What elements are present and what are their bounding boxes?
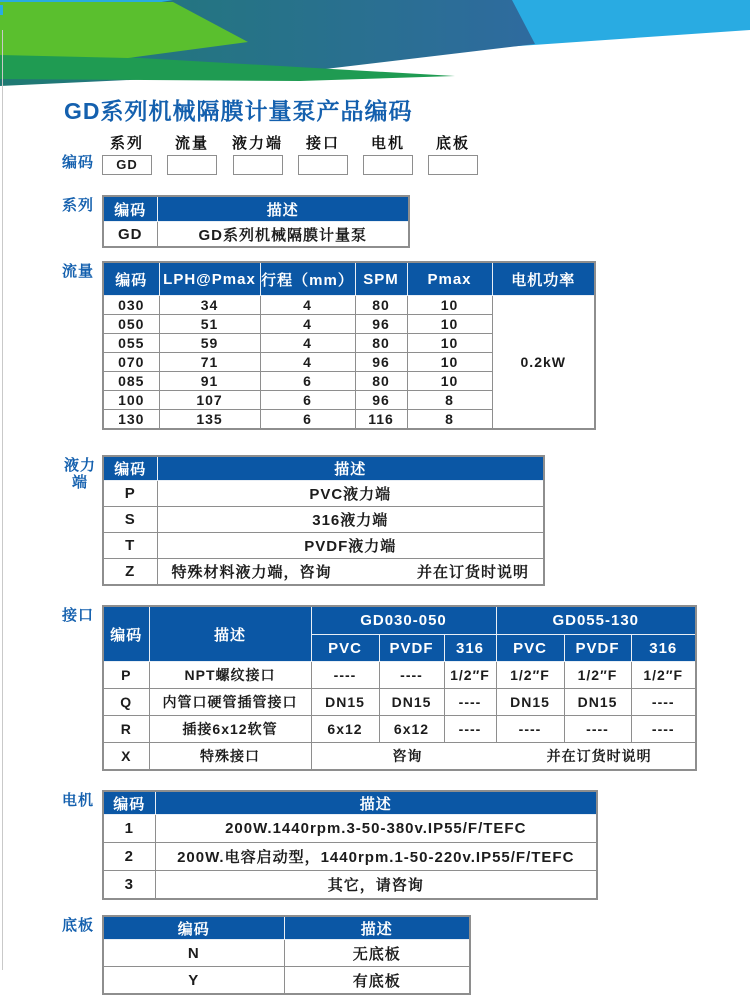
stroke-cell: 4 <box>260 315 355 334</box>
desc-cell: 其它，请咨询 <box>155 871 597 900</box>
section-label-liquid-end: 液力端 <box>63 457 96 491</box>
coding-field-label: 电机 <box>371 135 406 152</box>
special-note-right: 并在订货时说明 <box>546 748 652 764</box>
table-row <box>103 481 544 507</box>
coding-field-box: GD <box>102 155 152 175</box>
subheader-cell: PVDF <box>564 635 631 662</box>
coding-field-label: 底板 <box>436 135 471 152</box>
stroke-cell: 4 <box>260 353 355 372</box>
section-series <box>0 195 750 248</box>
code-cell: R <box>103 716 149 743</box>
table-header-row <box>103 916 470 940</box>
motor-power-cell: 0.2kW <box>492 296 595 430</box>
lph-cell: 51 <box>159 315 260 334</box>
section-label-base-plate: 底板 <box>62 917 95 934</box>
header-cell: 电机功率 <box>492 262 595 296</box>
value-cell: ---- <box>496 716 564 743</box>
code-cell: GD <box>103 222 157 248</box>
pmax-cell: 10 <box>407 334 492 353</box>
value-cell: 1/2″F <box>496 662 564 689</box>
desc-cell: PVDF液力端 <box>157 533 544 559</box>
header-cell: 描述 <box>157 196 409 222</box>
desc-cell: 200W.电容启动型，1440rpm.1-50-220v.IP55/F/TEFC <box>155 843 597 871</box>
coding-field-motor <box>363 132 413 175</box>
table-row <box>103 743 696 771</box>
pmax-cell: 10 <box>407 315 492 334</box>
lph-cell: 107 <box>159 391 260 410</box>
header-group-cell: GD030-050 <box>311 606 496 635</box>
code-cell: P <box>103 481 157 507</box>
value-cell: 1/2″F <box>631 662 696 689</box>
coding-field-label: 接口 <box>306 135 341 152</box>
section-label-motor: 电机 <box>62 792 95 809</box>
code-cell: Y <box>103 967 284 995</box>
header-cell: 编码 <box>103 916 284 940</box>
section-interface <box>0 605 750 771</box>
table-header-row <box>103 606 696 635</box>
value-cell: 1/2″F <box>564 662 631 689</box>
flow-table <box>102 261 596 430</box>
table-row <box>103 507 544 533</box>
interface-table <box>102 605 697 771</box>
section-base-plate <box>0 915 750 995</box>
section-label-interface: 接口 <box>62 607 95 624</box>
table-row <box>103 533 544 559</box>
stroke-cell: 6 <box>260 410 355 430</box>
liquid-end-table <box>102 455 545 586</box>
code-cell: 085 <box>103 372 159 391</box>
subheader-cell: PVDF <box>379 635 444 662</box>
value-cell: 6x12 <box>379 716 444 743</box>
header-cell: 描述 <box>149 606 311 662</box>
code-cell: N <box>103 940 284 967</box>
section-liquid-end <box>0 455 750 586</box>
header-cell: Pmax <box>407 262 492 296</box>
desc-cell: 200W.1440rpm.3-50-380v.IP55/F/TEFC <box>155 815 597 843</box>
special-desc-left: 特殊材料液力端，咨询 <box>171 564 332 581</box>
coding-scheme <box>62 132 750 175</box>
value-cell: 6x12 <box>311 716 379 743</box>
page-edge-accent <box>0 5 3 15</box>
subheader-cell: PVC <box>311 635 379 662</box>
table-row <box>103 871 597 900</box>
special-note-left: 咨询 <box>392 748 423 764</box>
subheader-cell: 316 <box>444 635 496 662</box>
desc-cell: GD系列机械隔膜计量泵 <box>157 222 409 248</box>
desc-cell: 316液力端 <box>157 507 544 533</box>
lph-cell: 135 <box>159 410 260 430</box>
section-motor <box>0 790 750 900</box>
series-table <box>102 195 410 248</box>
value-cell: ---- <box>379 662 444 689</box>
stroke-cell: 6 <box>260 391 355 410</box>
code-cell: 3 <box>103 871 155 900</box>
code-cell: T <box>103 533 157 559</box>
spm-cell: 80 <box>355 334 407 353</box>
subheader-cell: 316 <box>631 635 696 662</box>
coding-field-liquid-end <box>232 132 283 175</box>
lph-cell: 91 <box>159 372 260 391</box>
special-desc-right: 并在订货时说明 <box>416 564 529 581</box>
pmax-cell: 8 <box>407 410 492 430</box>
table-header-row <box>103 791 597 815</box>
section-flow <box>0 261 750 430</box>
value-cell: ---- <box>564 716 631 743</box>
coding-field-flow <box>167 132 217 175</box>
header-cell: SPM <box>355 262 407 296</box>
spm-cell: 80 <box>355 296 407 315</box>
coding-field-box <box>363 155 413 175</box>
coding-field-series <box>102 132 152 175</box>
code-cell: 130 <box>103 410 159 430</box>
table-row <box>103 662 696 689</box>
desc-cell <box>157 559 544 586</box>
header-cell: 编码 <box>103 791 155 815</box>
value-cell: ---- <box>311 662 379 689</box>
table-row <box>103 689 696 716</box>
table-header-row <box>103 262 595 296</box>
table-row <box>103 843 597 871</box>
coding-field-box <box>167 155 217 175</box>
pmax-cell: 10 <box>407 353 492 372</box>
table-row <box>103 815 597 843</box>
desc-cell: 特殊接口 <box>149 743 311 771</box>
spm-cell: 80 <box>355 372 407 391</box>
table-row <box>103 967 470 995</box>
special-note-cell <box>311 743 696 771</box>
motor-table <box>102 790 598 900</box>
coding-field-label: 系列 <box>109 135 144 152</box>
code-cell: Z <box>103 559 157 586</box>
page-title: GD系列机械隔膜计量泵产品编码 <box>64 98 413 124</box>
code-cell: 070 <box>103 353 159 372</box>
pmax-cell: 10 <box>407 296 492 315</box>
desc-cell: 内管口硬管插管接口 <box>149 689 311 716</box>
coding-field-box <box>298 155 348 175</box>
table-header-row <box>103 196 409 222</box>
header-cell: LPH@Pmax <box>159 262 260 296</box>
code-cell: 1 <box>103 815 155 843</box>
value-cell: ---- <box>444 716 496 743</box>
desc-cell: 有底板 <box>284 967 470 995</box>
header-cell: 描述 <box>157 456 544 481</box>
coding-field-box <box>233 155 283 175</box>
header-cell: 编码 <box>103 196 157 222</box>
value-cell: ---- <box>631 689 696 716</box>
table-row <box>103 222 409 248</box>
table-row <box>103 716 696 743</box>
pmax-cell: 10 <box>407 372 492 391</box>
coding-field-label: 液力端 <box>232 135 284 152</box>
stroke-cell: 6 <box>260 372 355 391</box>
code-cell: 2 <box>103 843 155 871</box>
value-cell: DN15 <box>496 689 564 716</box>
page-edge-line <box>2 30 3 970</box>
desc-cell: 插接6x12软管 <box>149 716 311 743</box>
value-cell: ---- <box>631 716 696 743</box>
header-cell: 描述 <box>284 916 470 940</box>
desc-cell: PVC液力端 <box>157 481 544 507</box>
code-cell: 050 <box>103 315 159 334</box>
header-cell: 编码 <box>103 456 157 481</box>
coding-field-base <box>428 132 478 175</box>
lph-cell: 59 <box>159 334 260 353</box>
stroke-cell: 4 <box>260 334 355 353</box>
coding-field-interface <box>298 132 348 175</box>
spm-cell: 96 <box>355 391 407 410</box>
spm-cell: 116 <box>355 410 407 430</box>
spm-cell: 96 <box>355 353 407 372</box>
value-cell: ---- <box>444 689 496 716</box>
coding-field-box <box>428 155 478 175</box>
header-group-cell: GD055-130 <box>496 606 696 635</box>
value-cell: DN15 <box>379 689 444 716</box>
lph-cell: 71 <box>159 353 260 372</box>
code-cell: 055 <box>103 334 159 353</box>
lph-cell: 34 <box>159 296 260 315</box>
code-cell: 030 <box>103 296 159 315</box>
table-row <box>103 940 470 967</box>
coding-field-label: 流量 <box>174 135 209 152</box>
table-row <box>103 559 544 586</box>
table-header-row <box>103 456 544 481</box>
coding-label: 编码 <box>62 154 95 171</box>
desc-cell: NPT螺纹接口 <box>149 662 311 689</box>
value-cell: DN15 <box>564 689 631 716</box>
code-cell: Q <box>103 689 149 716</box>
spm-cell: 96 <box>355 315 407 334</box>
subheader-cell: PVC <box>496 635 564 662</box>
base-plate-table <box>102 915 471 995</box>
pmax-cell: 8 <box>407 391 492 410</box>
code-cell: 100 <box>103 391 159 410</box>
value-cell: DN15 <box>311 689 379 716</box>
code-cell: P <box>103 662 149 689</box>
value-cell: 1/2″F <box>444 662 496 689</box>
code-cell: X <box>103 743 149 771</box>
desc-cell: 无底板 <box>284 940 470 967</box>
section-label-flow: 流量 <box>62 263 95 280</box>
header-cell: 行程（mm） <box>260 262 355 296</box>
stroke-cell: 4 <box>260 296 355 315</box>
header-cell: 编码 <box>103 606 149 662</box>
header-cell: 编码 <box>103 262 159 296</box>
header-cell: 描述 <box>155 791 597 815</box>
section-label-series: 系列 <box>62 197 95 214</box>
code-cell: S <box>103 507 157 533</box>
table-row <box>103 296 595 315</box>
